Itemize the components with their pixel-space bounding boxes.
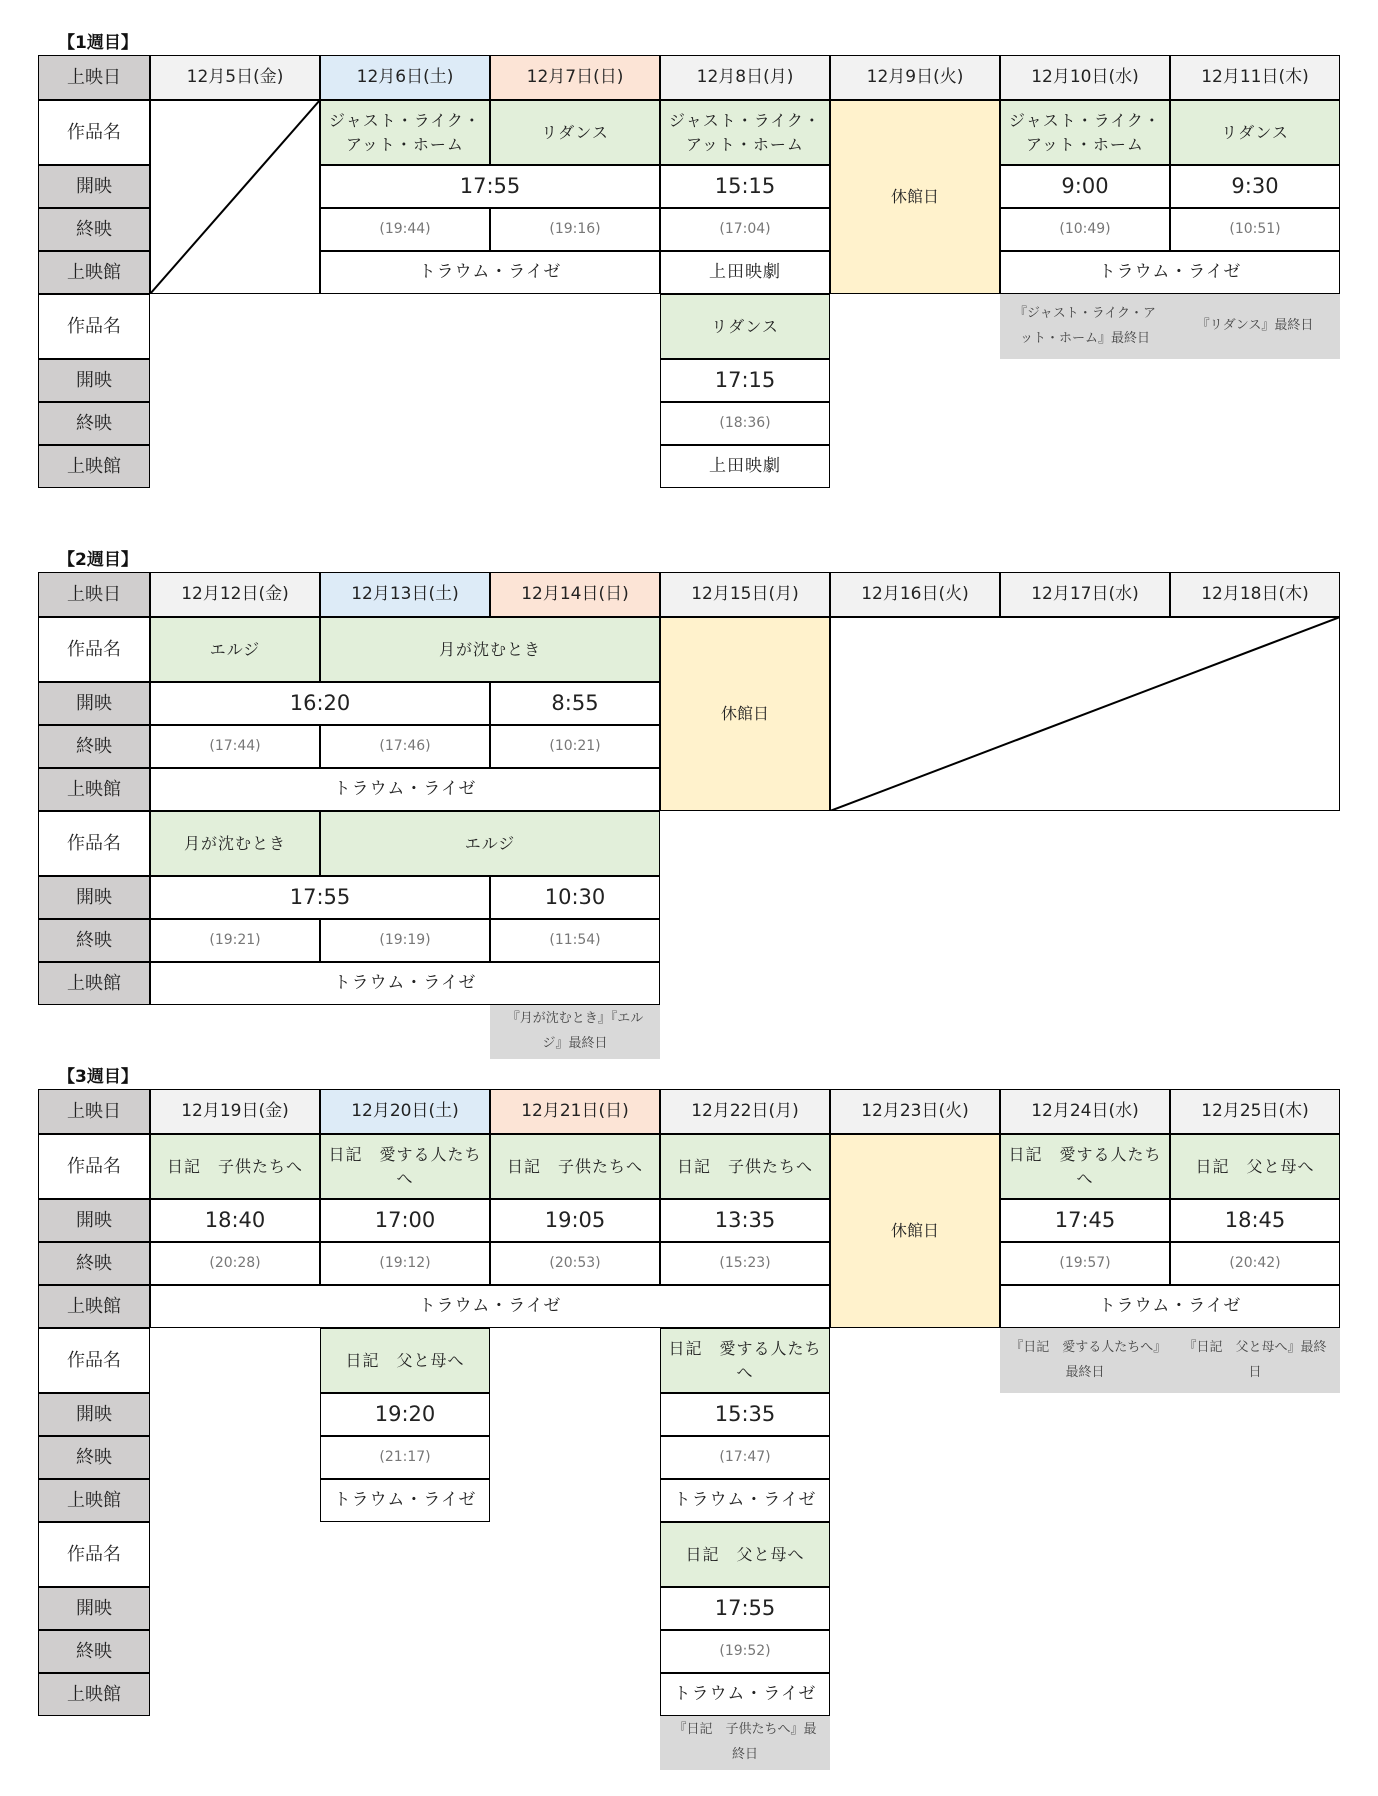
start-time: 18:40 <box>150 1199 320 1242</box>
end-time: (20:28) <box>150 1242 320 1285</box>
film-title: エルジ <box>320 811 660 876</box>
end-time: (21:17) <box>320 1436 490 1479</box>
date-header: 12月21日(日) <box>490 1089 660 1134</box>
film-label: 作品名 <box>38 1522 150 1587</box>
end-time: (10:21) <box>490 725 660 768</box>
date-label: 上映日 <box>38 55 150 100</box>
start-time: 16:20 <box>150 682 490 725</box>
last-day-note: 『リダンス』最終日 <box>1170 294 1340 359</box>
start-time: 17:55 <box>660 1587 830 1630</box>
end-time: (19:16) <box>490 208 660 251</box>
venue: トラウム・ライゼ <box>150 1285 830 1328</box>
film-title: リダンス <box>660 294 830 359</box>
date-header: 12月18日(木) <box>1170 572 1340 617</box>
venue: 上田映劇 <box>660 445 830 488</box>
date-header: 12月8日(月) <box>660 55 830 100</box>
date-header: 12月12日(金) <box>150 572 320 617</box>
end-time: (10:49) <box>1000 208 1170 251</box>
week1-title: 【1週目】 <box>58 33 138 53</box>
venue-label: 上映館 <box>38 962 150 1005</box>
end-time: (17:04) <box>660 208 830 251</box>
film-title: 日記 父と母へ <box>320 1328 490 1393</box>
closed-day: 休館日 <box>830 1134 1000 1328</box>
date-header: 12月5日(金) <box>150 55 320 100</box>
film-title: 日記 子供たちへ <box>660 1134 830 1199</box>
start-time: 15:15 <box>660 165 830 208</box>
film-title: 日記 愛する人たちへ <box>1000 1134 1170 1199</box>
empty-cell <box>830 617 1340 811</box>
film-label: 作品名 <box>38 1134 150 1199</box>
last-day-note: 『日記 子供たちへ』最終日 <box>660 1716 830 1770</box>
date-header: 12月11日(木) <box>1170 55 1340 100</box>
end-time: (19:19) <box>320 919 490 962</box>
date-header: 12月10日(水) <box>1000 55 1170 100</box>
venue: トラウム・ライゼ <box>660 1673 830 1716</box>
start-time: 19:05 <box>490 1199 660 1242</box>
start-time: 18:45 <box>1170 1199 1340 1242</box>
start-time: 17:00 <box>320 1199 490 1242</box>
end-time: (15:23) <box>660 1242 830 1285</box>
venue: トラウム・ライゼ <box>150 768 660 811</box>
venue-label: 上映館 <box>38 445 150 488</box>
start-time: 17:55 <box>150 876 490 919</box>
venue-label: 上映館 <box>38 251 150 294</box>
film-label: 作品名 <box>38 100 150 165</box>
venue-label: 上映館 <box>38 768 150 811</box>
date-header: 12月24日(水) <box>1000 1089 1170 1134</box>
last-day-note: 『月が沈むとき』『エルジ』最終日 <box>490 1005 660 1059</box>
start-time: 10:30 <box>490 876 660 919</box>
film-label: 作品名 <box>38 294 150 359</box>
end-label: 終映 <box>38 208 150 251</box>
venue-label: 上映館 <box>38 1479 150 1522</box>
date-header: 12月6日(土) <box>320 55 490 100</box>
date-header: 12月7日(日) <box>490 55 660 100</box>
start-label: 開映 <box>38 359 150 402</box>
start-time: 17:15 <box>660 359 830 402</box>
end-time: (17:46) <box>320 725 490 768</box>
end-label: 終映 <box>38 1436 150 1479</box>
end-label: 終映 <box>38 402 150 445</box>
end-time: (11:54) <box>490 919 660 962</box>
end-time: (17:44) <box>150 725 320 768</box>
start-time: 19:20 <box>320 1393 490 1436</box>
last-day-note: 『日記 父と母へ』最終日 <box>1170 1328 1340 1393</box>
start-time: 8:55 <box>490 682 660 725</box>
venue: 上田映劇 <box>660 251 830 294</box>
closed-day: 休館日 <box>830 100 1000 294</box>
last-day-note: 『ジャスト・ライク・アット・ホーム』最終日 <box>1000 294 1170 359</box>
date-header: 12月13日(土) <box>320 572 490 617</box>
film-title: 日記 父と母へ <box>660 1522 830 1587</box>
start-time: 17:45 <box>1000 1199 1170 1242</box>
start-time: 13:35 <box>660 1199 830 1242</box>
venue: トラウム・ライゼ <box>320 251 660 294</box>
film-title: ジャスト・ライク・アット・ホーム <box>320 100 490 165</box>
week3-title: 【3週目】 <box>58 1067 138 1087</box>
date-header: 12月9日(火) <box>830 55 1000 100</box>
film-label: 作品名 <box>38 1328 150 1393</box>
date-header: 12月25日(木) <box>1170 1089 1340 1134</box>
end-time: (20:53) <box>490 1242 660 1285</box>
date-label: 上映日 <box>38 572 150 617</box>
end-time: (19:21) <box>150 919 320 962</box>
film-title: 月が沈むとき <box>150 811 320 876</box>
start-label: 開映 <box>38 1393 150 1436</box>
film-title: 日記 父と母へ <box>1170 1134 1340 1199</box>
film-title: リダンス <box>1170 100 1340 165</box>
start-time: 15:35 <box>660 1393 830 1436</box>
film-title: 月が沈むとき <box>320 617 660 682</box>
end-time: (19:12) <box>320 1242 490 1285</box>
end-label: 終映 <box>38 1630 150 1673</box>
start-label: 開映 <box>38 1587 150 1630</box>
start-label: 開映 <box>38 876 150 919</box>
film-title: 日記 愛する人たちへ <box>320 1134 490 1199</box>
date-header: 12月14日(日) <box>490 572 660 617</box>
film-label: 作品名 <box>38 617 150 682</box>
start-label: 開映 <box>38 1199 150 1242</box>
venue: トラウム・ライゼ <box>660 1479 830 1522</box>
date-header: 12月20日(土) <box>320 1089 490 1134</box>
start-time: 9:00 <box>1000 165 1170 208</box>
end-time: (19:44) <box>320 208 490 251</box>
end-time: (19:52) <box>660 1630 830 1673</box>
last-day-note: 『日記 愛する人たちへ』最終日 <box>1000 1328 1170 1393</box>
end-label: 終映 <box>38 919 150 962</box>
end-time: (10:51) <box>1170 208 1340 251</box>
end-label: 終映 <box>38 725 150 768</box>
end-time: (19:57) <box>1000 1242 1170 1285</box>
date-header: 12月16日(火) <box>830 572 1000 617</box>
start-time: 17:55 <box>320 165 660 208</box>
start-label: 開映 <box>38 682 150 725</box>
venue: トラウム・ライゼ <box>320 1479 490 1522</box>
date-label: 上映日 <box>38 1089 150 1134</box>
date-header: 12月17日(水) <box>1000 572 1170 617</box>
closed-day: 休館日 <box>660 617 830 811</box>
date-header: 12月23日(火) <box>830 1089 1000 1134</box>
film-title: 日記 子供たちへ <box>490 1134 660 1199</box>
week2-title: 【2週目】 <box>58 550 138 570</box>
date-header: 12月19日(金) <box>150 1089 320 1134</box>
film-title: 日記 愛する人たちへ <box>660 1328 830 1393</box>
end-time: (20:42) <box>1170 1242 1340 1285</box>
venue: トラウム・ライゼ <box>150 962 660 1005</box>
date-header: 12月15日(月) <box>660 572 830 617</box>
film-label: 作品名 <box>38 811 150 876</box>
venue: トラウム・ライゼ <box>1000 251 1340 294</box>
start-time: 9:30 <box>1170 165 1340 208</box>
film-title: エルジ <box>150 617 320 682</box>
film-title: リダンス <box>490 100 660 165</box>
end-time: (17:47) <box>660 1436 830 1479</box>
venue: トラウム・ライゼ <box>1000 1285 1340 1328</box>
empty-cell <box>150 100 320 294</box>
venue-label: 上映館 <box>38 1673 150 1716</box>
end-label: 終映 <box>38 1242 150 1285</box>
date-header: 12月22日(月) <box>660 1089 830 1134</box>
venue-label: 上映館 <box>38 1285 150 1328</box>
film-title: 日記 子供たちへ <box>150 1134 320 1199</box>
film-title: ジャスト・ライク・アット・ホーム <box>1000 100 1170 165</box>
film-title: ジャスト・ライク・アット・ホーム <box>660 100 830 165</box>
start-label: 開映 <box>38 165 150 208</box>
end-time: (18:36) <box>660 402 830 445</box>
